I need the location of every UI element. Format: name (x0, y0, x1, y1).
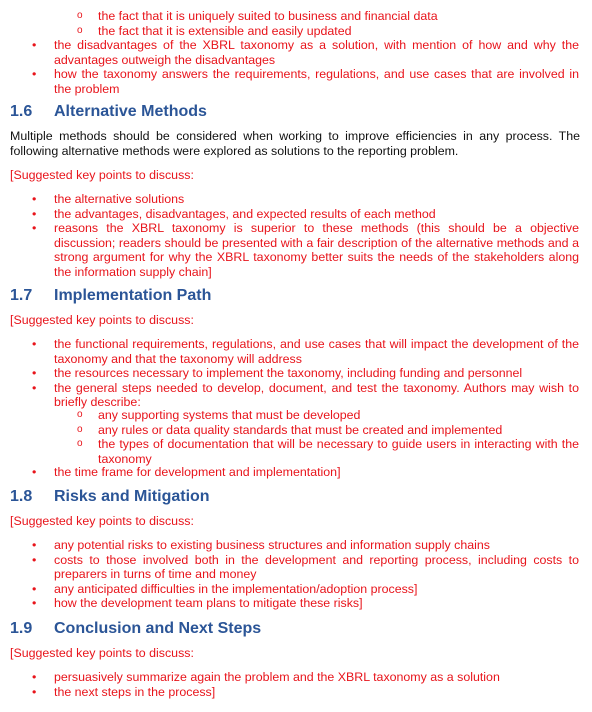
bullet-icon: • (32, 380, 37, 395)
bullet-icon: • (32, 337, 37, 351)
s17-list-end (32, 465, 579, 480)
list-item: • the next steps in the process] (32, 684, 216, 699)
sub-bullet-icon: o (77, 409, 83, 420)
bullet-icon: • (32, 465, 37, 479)
top-sub-list (77, 9, 582, 38)
bullet-icon: • (32, 552, 37, 567)
sub-bullet-icon: o (77, 10, 83, 21)
s19-list (32, 670, 579, 699)
top-list (32, 38, 579, 96)
section-intro: Multiple methods should be considered when working to improve efficiencies in any process. The following alternative methods were explored as solutions to the reporting problem. (10, 129, 580, 158)
section-heading-1-7: 1.7 Implementation Path (10, 287, 212, 304)
bullet-icon: • (32, 596, 37, 610)
s17-sub-list (77, 408, 579, 466)
list-item: • persuasively summarize again the problem and the XBRL taxonomy as a solution (32, 670, 500, 684)
list-item: o the types of documentation that will be necessary to guide users in interacting with the taxonomy (77, 437, 579, 466)
bullet-icon: • (32, 581, 37, 596)
bullet-icon: • (32, 206, 37, 221)
list-item: • the disadvantages of the XBRL taxonomy as a solution, with mention of how and why the advantages outweigh the disadvantages (32, 38, 579, 67)
s18-list (32, 538, 579, 611)
list-item: • any potential risks to existing business structures and information supply chains (32, 538, 490, 552)
list-item: • how the taxonomy answers the requirements, regulations, and use cases that are involved in the problem (32, 67, 579, 96)
list-item: • reasons the XBRL taxonomy is superior to these methods (this should be a objective discussion; readers should be presented with a fair description of the alternative methods and a strong argument for why the XBRL taxonomy better suits the needs of the stakeholders along the information supply chain] (32, 221, 579, 279)
sub-bullet-icon: o (77, 438, 83, 449)
section-heading-1-9: 1.9 Conclusion and Next Steps (10, 620, 262, 637)
list-item: o the fact that it is uniquely suited to business and financial data (77, 9, 438, 23)
sub-bullet-icon: o (77, 24, 83, 36)
bullet-icon: • (32, 67, 37, 81)
list-item: o any rules or data quality standards that must be created and implemented (77, 422, 503, 437)
suggested-prompt: [Suggested key points to discuss: (10, 168, 194, 182)
bullet-icon: • (32, 670, 37, 684)
list-item: o the fact that it is extensible and easily updated (77, 23, 352, 38)
sub-bullet-icon: o (77, 423, 83, 435)
s16-list (32, 192, 579, 279)
bullet-icon: • (32, 192, 37, 206)
list-item: • the functional requirements, regulations, and use cases that will impact the development of the taxonomy and that the taxonomy will address (32, 337, 579, 366)
section-heading-1-8: 1.8 Risks and Mitigation (10, 488, 210, 505)
list-item: o any supporting systems that must be developed (77, 408, 361, 422)
bullet-icon: • (32, 221, 37, 235)
list-item: • costs to those involved both in the development and reporting process, including costs to preparers in turns of time and money (32, 552, 579, 581)
list-item: • any anticipated difficulties in the implementation/adoption process] (32, 581, 418, 596)
list-item: • the resources necessary to implement the taxonomy, including funding and personnel (32, 366, 523, 380)
list-item: • the general steps needed to develop, document, and test the taxonomy. Authors may wish to briefly describe: (32, 380, 579, 409)
suggested-prompt: [Suggested key points to discuss: (10, 514, 194, 528)
section-heading-1-6: 1.6 Alternative Methods (10, 103, 207, 120)
bullet-icon: • (32, 684, 37, 699)
bullet-icon: • (32, 538, 37, 552)
bullet-icon: • (32, 38, 37, 52)
list-item: • how the development team plans to mitigate these risks] (32, 596, 363, 610)
list-item: • the time frame for development and implementation] (32, 465, 341, 479)
bullet-icon: • (32, 366, 37, 380)
list-item: • the advantages, disadvantages, and expected results of each method (32, 206, 436, 221)
suggested-prompt: [Suggested key points to discuss: (10, 646, 194, 660)
s17-list (32, 337, 579, 410)
suggested-prompt: [Suggested key points to discuss: (10, 313, 194, 327)
list-item: • the alternative solutions (32, 192, 185, 206)
